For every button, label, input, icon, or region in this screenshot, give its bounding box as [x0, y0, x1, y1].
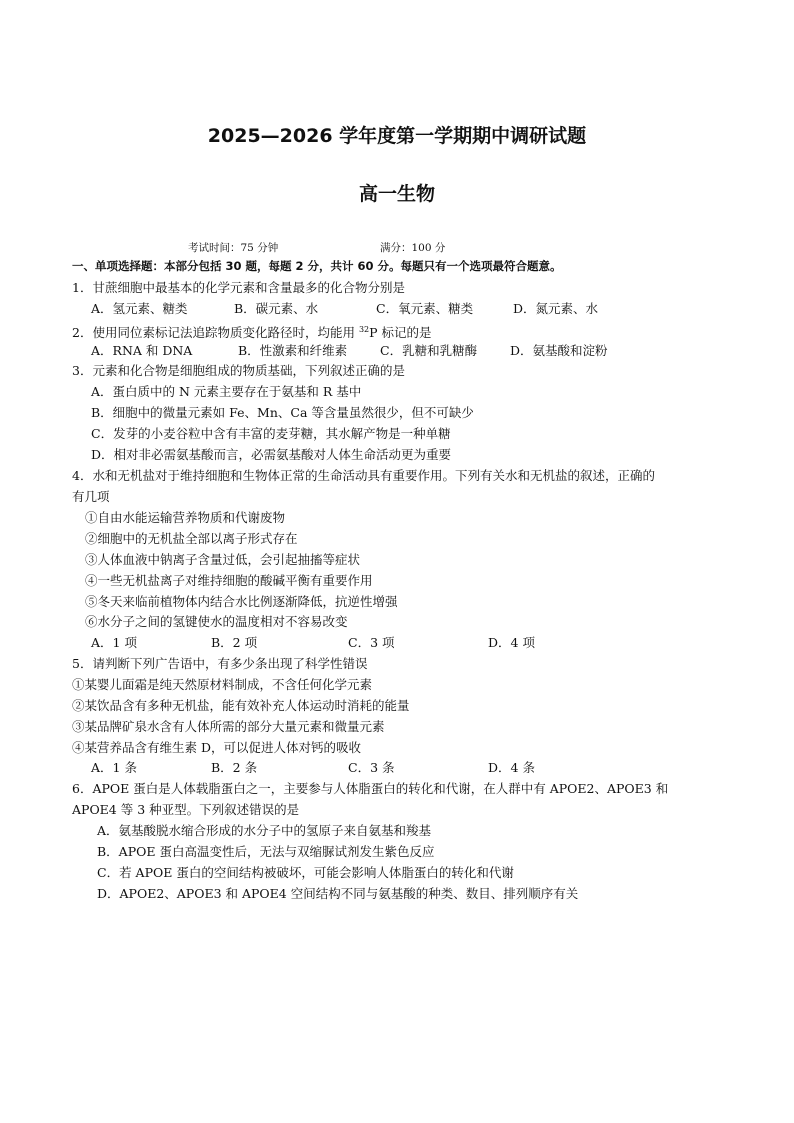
question-4-statement-6: ⑥水分子之间的氢键使水的温度相对不容易改变	[85, 614, 348, 629]
question-4-stem: 4．水和无机盐对于维持细胞和生物体正常的生命活动具有重要作用。下列有关水和无机盐的叙述，正确的	[72, 468, 655, 483]
exam-title: 2025—2026 学年度第一学期期中调研试题	[207, 125, 587, 147]
question-5-option-b: B．2 条	[211, 760, 258, 775]
question-6-option-b: B．APOE 蛋白高温变性后，无法与双缩脲试剂发生紫色反应	[97, 844, 435, 859]
question-4-statement-1: ①自由水能运输营养物质和代谢废物	[85, 510, 286, 525]
question-3-option-b: B．细胞中的微量元素如 Fe、Mn、Ca 等含量虽然很少，但不可缺少	[91, 405, 474, 420]
question-5-statement-2: ②某饮品含有多种无机盐，能有效补充人体运动时消耗的能量	[72, 698, 410, 713]
question-2-stem-text: 2．使用同位素标记法追踪物质变化路径时，均能用	[72, 325, 359, 341]
question-2-option-a: A．RNA 和 DNA	[91, 343, 193, 358]
question-5-option-a: A．1 条	[91, 760, 137, 775]
question-1-option-d: D．氮元素、水	[513, 301, 599, 316]
question-5-option-c: C．3 条	[348, 760, 395, 775]
question-4-statement-2: ②细胞中的无机盐全部以离子形式存在	[85, 531, 298, 546]
question-1-stem: 1．甘蔗细胞中最基本的化学元素和含量最多的化合物分别是	[72, 280, 405, 295]
subject-title: 高一生物	[358, 183, 435, 205]
question-5-statement-4: ④某营养品含有维生素 D，可以促进人体对钙的吸收	[72, 740, 361, 755]
question-4-option-b: B．2 项	[211, 635, 258, 650]
question-3-stem: 3．元素和化合物是细胞组成的物质基础，下列叙述正确的是	[72, 363, 405, 378]
question-5-stem: 5．请判断下列广告语中，有多少条出现了科学性错误	[72, 656, 368, 671]
question-2-option-b: B．性激素和纤维素	[238, 343, 348, 358]
question-5-option-d: D．4 条	[488, 760, 535, 775]
question-6-option-c: C．若 APOE 蛋白的空间结构被破坏，可能会影响人体脂蛋白的转化和代谢	[97, 865, 514, 880]
question-6-option-a: A．氨基酸脱水缩合形成的水分子中的氢原子来自氨基和羧基	[97, 823, 432, 838]
question-4-option-a: A．1 项	[91, 635, 137, 650]
question-2-option-d: D．氨基酸和淀粉	[510, 343, 608, 358]
question-3-option-d: D．相对非必需氨基酸而言，必需氨基酸对人体生命活动更为重要	[91, 447, 452, 462]
question-4-option-d: D．4 项	[488, 635, 535, 650]
question-1-option-c: C．氧元素、糖类	[376, 301, 474, 316]
question-6-option-d: D．APOE2、APOE3 和 APOE4 空间结构不同与氨基酸的种类、数目、排列顺序有关	[97, 886, 579, 901]
exam-time: 考试时间：75 分钟	[188, 242, 279, 254]
question-6-stem: 6．APOE 蛋白是人体载脂蛋白之一，主要参与人体脂蛋白的转化和代谢，在人群中有 APOE2、APOE3 和	[72, 781, 669, 796]
question-3-option-c: C．发芽的小麦谷粒中含有丰富的麦芽糖，其水解产物是一种单糖	[91, 426, 451, 441]
question-4-stem-cont: 有几项	[72, 489, 110, 504]
question-5-statement-3: ③某品牌矿泉水含有人体所需的部分大量元素和微量元素	[72, 719, 385, 734]
question-4-statement-3: ③人体血液中钠离子含量过低，会引起抽搐等症状	[85, 552, 361, 567]
question-2-option-c: C．乳糖和乳糖酶	[380, 343, 478, 358]
section-heading: 一、单项选择题：本部分包括 30 题，每题 2 分，共计 60 分。每题只有一个选项最符合题意。	[72, 259, 562, 273]
question-1-option-b: B．碳元素、水	[234, 301, 319, 316]
full-score: 满分：100 分	[380, 242, 446, 254]
question-6-stem-cont: APOE4 等 3 种亚型。下列叙述错误的是	[72, 802, 300, 817]
question-5-statement-1: ①某婴儿面霜是纯天然原材料制成，不含任何化学元素	[72, 677, 373, 692]
question-1-option-a: A．氢元素、糖类	[91, 301, 188, 316]
question-4-statement-4: ④一些无机盐离子对维持细胞的酸碱平衡有重要作用	[85, 573, 373, 588]
question-2-stem-tail: P 标记的是	[369, 325, 432, 341]
question-3-option-a: A．蛋白质中的 N 元素主要存在于氨基和 R 基中	[91, 384, 362, 399]
question-4-statement-5: ⑤冬天来临前植物体内结合水比例逐渐降低，抗逆性增强	[85, 594, 398, 609]
isotope-superscript: 32	[358, 325, 370, 334]
question-4-option-c: C．3 项	[348, 635, 395, 650]
question-2-stem	[72, 321, 432, 342]
